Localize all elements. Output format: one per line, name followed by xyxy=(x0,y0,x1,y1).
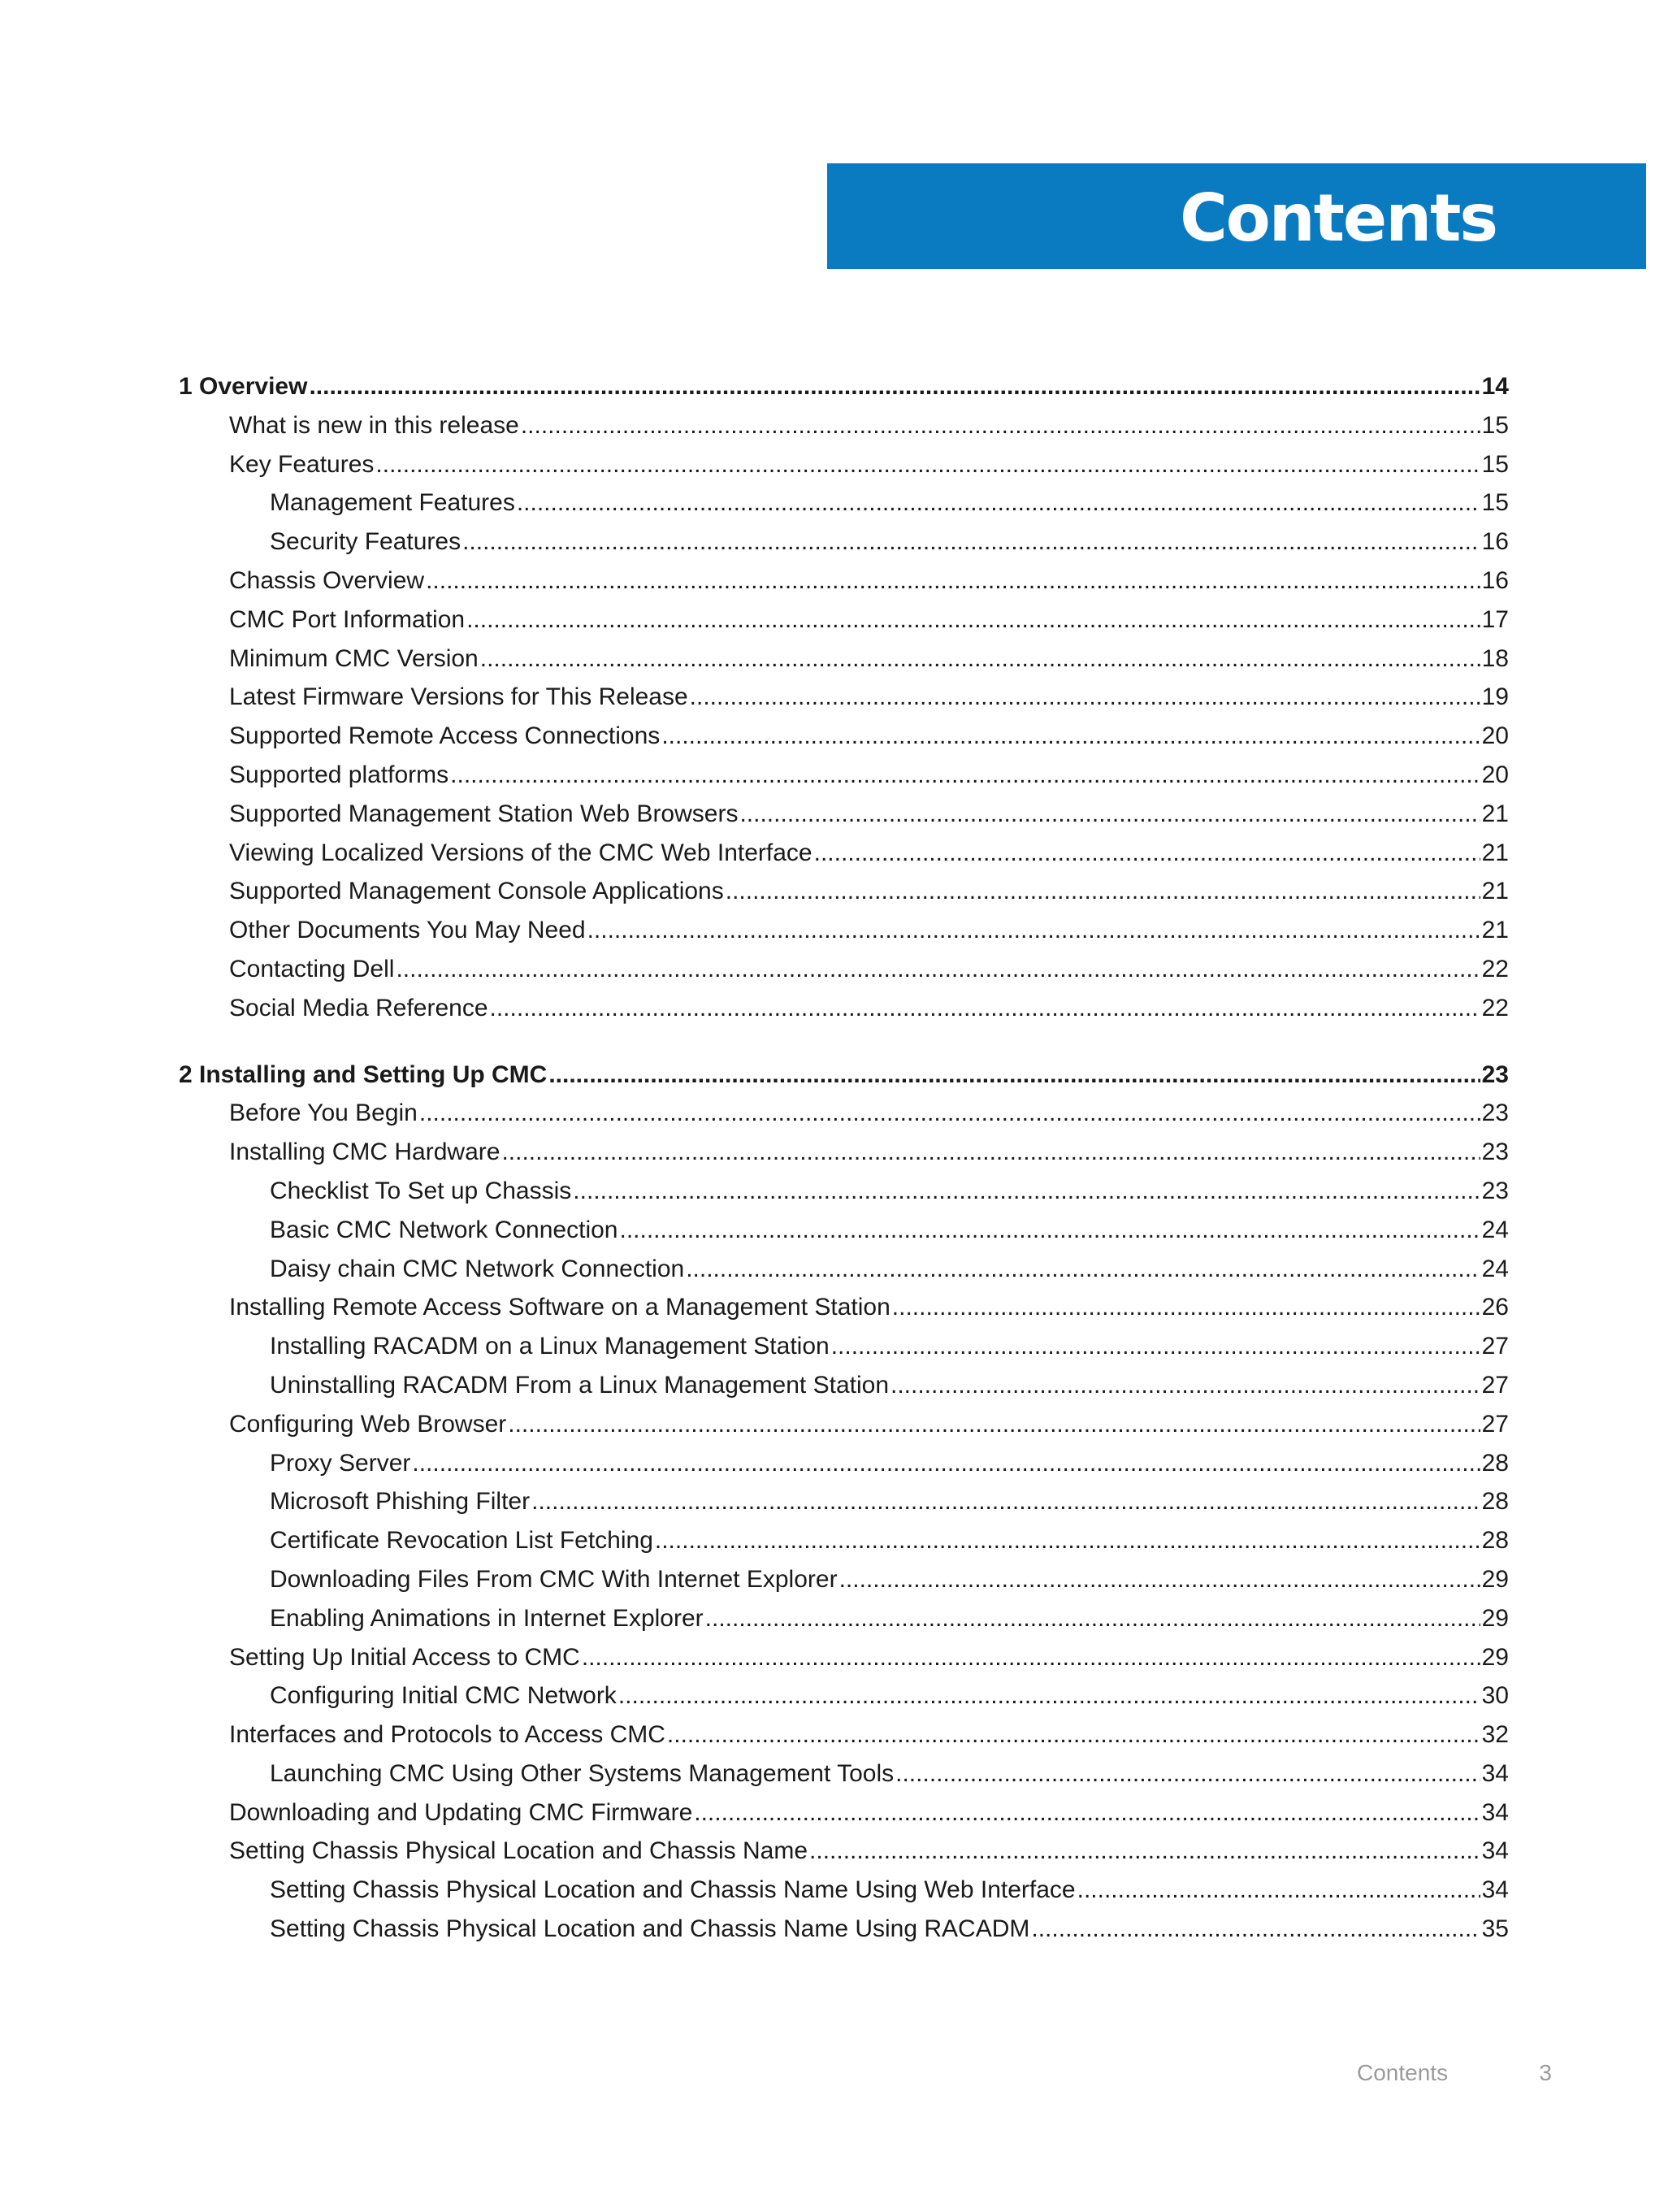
toc-entry-title: Setting Chassis Physical Location and Chassis Name Using Web Interface xyxy=(270,1876,1076,1904)
toc-leader-dots xyxy=(501,1133,1480,1172)
toc-entry[interactable] xyxy=(179,1599,1509,1638)
footer-label: Contents xyxy=(1357,2060,1449,2085)
toc-entry[interactable] xyxy=(179,1211,1509,1250)
toc-entry-title: Installing Remote Access Software on a Management Station xyxy=(229,1294,890,1321)
toc-entry[interactable] xyxy=(179,1832,1509,1871)
toc-entry-title: Configuring Initial CMC Network xyxy=(270,1682,617,1710)
toc-entry[interactable] xyxy=(179,1871,1509,1910)
toc-chapter-heading[interactable] xyxy=(179,367,1509,406)
toc-entry[interactable] xyxy=(179,1327,1509,1366)
toc-entry-title: Microsoft Phishing Filter xyxy=(270,1488,531,1516)
toc-entry-page: 34 xyxy=(1481,1837,1509,1865)
toc-entry[interactable] xyxy=(179,1676,1509,1715)
toc-entry-page: 21 xyxy=(1481,800,1509,827)
toc-entry-title: Interfaces and Protocols to Access CMC xyxy=(229,1721,665,1749)
toc-entry[interactable] xyxy=(179,1094,1509,1133)
toc-entry-title: Uninstalling RACADM From a Linux Management Station xyxy=(270,1371,889,1399)
toc-entry-page: 24 xyxy=(1481,1216,1509,1243)
toc-entry-page: 34 xyxy=(1481,1759,1509,1787)
page-footer xyxy=(1300,2060,1552,2093)
toc-entry-title: Checklist To Set up Chassis xyxy=(270,1177,572,1204)
toc-entry-title: Supported Management Station Web Browsers xyxy=(229,800,739,827)
toc-entry[interactable] xyxy=(179,756,1509,795)
toc-entry-title: Downloading and Updating CMC Firmware xyxy=(229,1798,693,1826)
toc-leader-dots xyxy=(809,1832,1480,1871)
toc-leader-dots xyxy=(1031,1910,1480,1949)
toc-entry-page: 26 xyxy=(1481,1294,1509,1321)
toc-leader-dots xyxy=(587,911,1480,950)
toc-entry-page: 15 xyxy=(1481,489,1509,517)
toc-leader-dots xyxy=(619,1211,1480,1250)
toc-entry-title: Social Media Reference xyxy=(229,994,488,1021)
toc-leader-dots xyxy=(890,1366,1480,1405)
toc-leader-dots xyxy=(508,1405,1480,1444)
toc-entry[interactable] xyxy=(179,717,1509,756)
toc-entry-title: What is new in this release xyxy=(229,411,519,439)
toc-entry-title: CMC Port Information xyxy=(229,605,466,633)
footer-page-number: 3 xyxy=(1539,2060,1552,2085)
toc-entry[interactable] xyxy=(179,1482,1509,1521)
toc-entry-title: Chassis Overview xyxy=(229,566,425,594)
contents-banner xyxy=(827,163,1646,269)
toc-entry[interactable] xyxy=(179,640,1509,679)
toc-entry[interactable] xyxy=(179,445,1509,484)
toc-entry-page: 16 xyxy=(1481,566,1509,594)
toc-leader-dots xyxy=(573,1172,1480,1211)
toc-entry-page: 22 xyxy=(1481,955,1509,982)
toc-entry-title: Configuring Web Browser xyxy=(229,1410,507,1438)
toc-chapter xyxy=(179,1056,1509,1949)
toc-entry[interactable] xyxy=(179,1288,1509,1327)
toc-chapter-page: 23 xyxy=(1481,1060,1509,1088)
toc-leader-dots xyxy=(690,678,1480,717)
toc-entry-title: Supported Remote Access Connections xyxy=(229,722,661,750)
toc-entry-title: Security Features xyxy=(270,528,462,556)
toc-entry[interactable] xyxy=(179,872,1509,911)
toc-entry-title: Setting Chassis Physical Location and Chassis Name Using RACADM xyxy=(270,1915,1030,1943)
toc-entry[interactable] xyxy=(179,1521,1509,1560)
toc-entry-title: Setting Chassis Physical Location and Chassis Name xyxy=(229,1837,808,1865)
toc-leader-dots xyxy=(412,1444,1480,1483)
toc-leader-dots xyxy=(548,1056,1480,1095)
toc-entry-page: 23 xyxy=(1481,1177,1509,1204)
toc-entry-page: 29 xyxy=(1481,1643,1509,1671)
toc-leader-dots xyxy=(655,1521,1480,1560)
toc-entry-page: 34 xyxy=(1481,1876,1509,1904)
toc-entry-title: Proxy Server xyxy=(270,1449,411,1477)
toc-entry-page: 23 xyxy=(1481,1139,1509,1166)
toc-leader-dots xyxy=(705,1599,1480,1638)
toc-leader-dots xyxy=(426,562,1480,601)
toc-entry[interactable] xyxy=(179,1250,1509,1289)
toc-leader-dots xyxy=(839,1560,1480,1599)
toc-entry-page: 24 xyxy=(1481,1255,1509,1282)
toc-leader-dots xyxy=(618,1676,1480,1715)
toc-leader-dots xyxy=(521,406,1480,445)
toc-leader-dots xyxy=(739,795,1480,834)
toc-entry[interactable] xyxy=(179,678,1509,717)
page-title: Contents xyxy=(1180,180,1497,256)
toc-entry-page: 19 xyxy=(1481,683,1509,711)
toc-entry-page: 28 xyxy=(1481,1527,1509,1555)
toc-entry[interactable] xyxy=(179,989,1509,1028)
toc-entry-title: Downloading Files From CMC With Internet Explorer xyxy=(270,1565,838,1593)
toc-entry-page: 16 xyxy=(1481,528,1509,556)
toc-entry-title: Certificate Revocation List Fetching xyxy=(270,1527,653,1555)
toc-chapter-heading[interactable] xyxy=(179,1056,1509,1095)
toc-entry[interactable] xyxy=(179,523,1509,562)
toc-entry-page: 23 xyxy=(1481,1099,1509,1127)
toc-entry-title: Other Documents You May Need xyxy=(229,917,586,944)
toc-entry-page: 22 xyxy=(1481,994,1509,1021)
toc-leader-dots xyxy=(892,1288,1480,1327)
toc-entry-page: 29 xyxy=(1481,1565,1509,1593)
toc-leader-dots xyxy=(480,640,1480,679)
toc-leader-dots xyxy=(582,1638,1480,1677)
toc-entry-page: 27 xyxy=(1481,1333,1509,1360)
toc-entry-page: 30 xyxy=(1481,1682,1509,1710)
toc-entry[interactable] xyxy=(179,1754,1509,1793)
toc-entry-title: Before You Begin xyxy=(229,1099,418,1127)
toc-entry-page: 21 xyxy=(1481,917,1509,944)
toc-entry-title: Minimum CMC Version xyxy=(229,644,479,672)
toc-leader-dots xyxy=(895,1754,1480,1793)
toc-leader-dots xyxy=(1077,1871,1480,1910)
toc-entry-title: Viewing Localized Versions of the CMC Web Interface xyxy=(229,839,812,866)
toc-entry-page: 15 xyxy=(1481,450,1509,478)
toc-entry-page: 21 xyxy=(1481,839,1509,866)
toc-entry-page: 17 xyxy=(1481,605,1509,633)
toc-entry-page: 27 xyxy=(1481,1371,1509,1399)
toc-leader-dots xyxy=(814,834,1480,873)
toc-entry[interactable] xyxy=(179,1444,1509,1483)
toc-entry-page: 34 xyxy=(1481,1798,1509,1826)
toc-entry-page: 21 xyxy=(1481,878,1509,905)
toc-chapter-title: 1 Overview xyxy=(179,373,308,400)
toc-entry[interactable] xyxy=(179,406,1509,445)
toc-entry-title: Contacting Dell xyxy=(229,955,395,982)
toc-leader-dots xyxy=(531,1482,1480,1521)
toc-leader-dots xyxy=(490,989,1480,1028)
toc-leader-dots xyxy=(667,1715,1480,1754)
toc-entry[interactable] xyxy=(179,795,1509,834)
toc-leader-dots xyxy=(396,950,1480,989)
toc-leader-dots xyxy=(419,1094,1480,1133)
toc-entry-page: 28 xyxy=(1481,1449,1509,1477)
toc-entry[interactable] xyxy=(179,1133,1509,1172)
toc-leader-dots xyxy=(694,1793,1480,1832)
toc-entry[interactable] xyxy=(179,1638,1509,1677)
toc-entry[interactable] xyxy=(179,950,1509,989)
toc-entry-page: 28 xyxy=(1481,1488,1509,1516)
toc-entry[interactable] xyxy=(179,1405,1509,1444)
toc-leader-dots xyxy=(450,756,1480,795)
toc-leader-dots xyxy=(462,523,1480,562)
toc-entry[interactable] xyxy=(179,1793,1509,1832)
toc-entry-title: Installing RACADM on a Linux Management Station xyxy=(270,1333,830,1360)
toc-entry-page: 15 xyxy=(1481,411,1509,439)
table-of-contents xyxy=(179,367,1509,1949)
toc-entry[interactable] xyxy=(179,834,1509,873)
toc-leader-dots xyxy=(466,601,1480,640)
toc-chapter xyxy=(179,367,1509,1028)
toc-entry-page: 18 xyxy=(1481,644,1509,672)
toc-leader-dots xyxy=(726,872,1480,911)
toc-leader-dots xyxy=(517,484,1480,523)
toc-entry[interactable] xyxy=(179,1366,1509,1405)
toc-entry-title: Latest Firmware Versions for This Release xyxy=(229,683,688,711)
toc-entry-page: 32 xyxy=(1481,1721,1509,1749)
toc-entry[interactable] xyxy=(179,562,1509,601)
toc-entry[interactable] xyxy=(179,1715,1509,1754)
toc-entry-title: Enabling Animations in Internet Explorer xyxy=(270,1604,704,1632)
toc-leader-dots xyxy=(375,445,1480,484)
toc-entry-page: 20 xyxy=(1481,761,1509,788)
toc-entry[interactable] xyxy=(179,1172,1509,1211)
toc-chapter-title: 2 Installing and Setting Up CMC xyxy=(179,1060,548,1088)
toc-leader-dots xyxy=(661,717,1480,756)
toc-entry-page: 35 xyxy=(1481,1915,1509,1943)
toc-entry-title: Launching CMC Using Other Systems Management Tools xyxy=(270,1759,895,1787)
toc-entry-title: Daisy chain CMC Network Connection xyxy=(270,1255,685,1282)
toc-entry-page: 29 xyxy=(1481,1604,1509,1632)
toc-entry-title: Setting Up Initial Access to CMC xyxy=(229,1643,580,1671)
toc-entry[interactable] xyxy=(179,1560,1509,1599)
toc-entry[interactable] xyxy=(179,484,1509,523)
toc-entry[interactable] xyxy=(179,911,1509,950)
toc-entry-title: Supported platforms xyxy=(229,761,449,788)
toc-leader-dots xyxy=(309,367,1480,406)
toc-leader-dots xyxy=(686,1250,1480,1289)
toc-entry-title: Supported Management Console Applications xyxy=(229,878,724,905)
toc-chapter-page: 14 xyxy=(1481,373,1509,400)
toc-entry-title: Management Features xyxy=(270,489,515,517)
toc-entry[interactable] xyxy=(179,1910,1509,1949)
toc-entry-title: Basic CMC Network Connection xyxy=(270,1216,618,1243)
toc-leader-dots xyxy=(831,1327,1480,1366)
toc-entry-title: Installing CMC Hardware xyxy=(229,1139,500,1166)
toc-entry[interactable] xyxy=(179,601,1509,640)
toc-entry-page: 27 xyxy=(1481,1410,1509,1438)
toc-entry-title: Key Features xyxy=(229,450,375,478)
toc-entry-page: 20 xyxy=(1481,722,1509,750)
